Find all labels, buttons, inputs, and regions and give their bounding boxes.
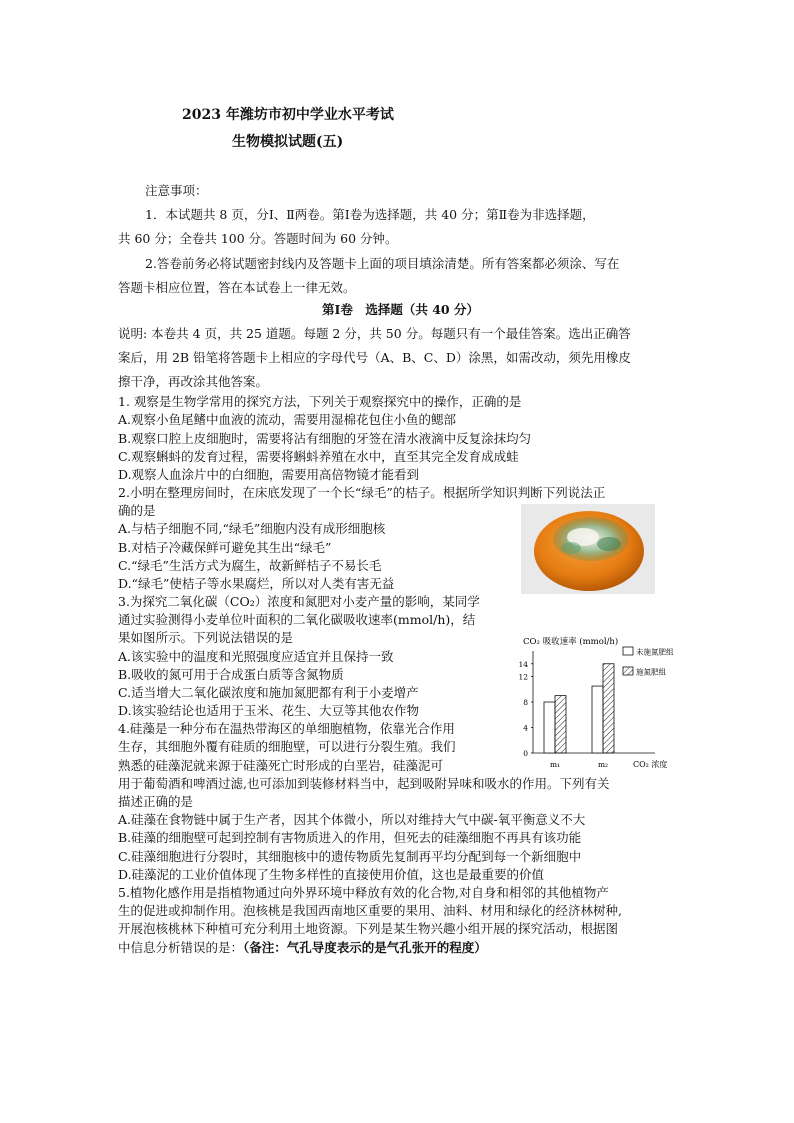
chart-ytick-label: 12 [518, 672, 528, 682]
chart-category-label: m₁ [549, 760, 561, 769]
q4-line1: 4.硅藻是一种分布在温热带海区的单细胞植物，依靠光合作用 [118, 721, 455, 736]
moldy-orange-photo [521, 504, 655, 594]
chart-category-label: m₂ [597, 760, 609, 769]
q2-option-c: C.“绿毛”生活方式为腐生，故新鲜桔子不易长毛 [118, 558, 382, 573]
chart-legend-swatch [623, 667, 633, 675]
section-desc-line1: 说明: 本卷共 4 页，共 25 道题。每题 2 分，共 50 分。每题只有一个最佳答案。选出正确答 [118, 326, 631, 341]
chart-bar [544, 702, 555, 753]
notice-item1-line2: 共 60 分；全卷共 100 分。答题时间为 60 分钟。 [118, 231, 398, 246]
q2-option-d: D.“绿毛”使桔子等水果腐烂，所以对人类有害无益 [118, 576, 395, 591]
q3-option-a: A.该实验中的温度和光照强度应适宜并且保持一致 [118, 649, 394, 664]
exam-title: 2023 年潍坊市初中学业水平考试 [182, 107, 394, 123]
q1-option-a: A.观察小鱼尾鳍中血液的流动，需要用湿棉花包住小鱼的鳃部 [118, 412, 457, 427]
notice-item2-line2: 答题卡相应位置，答在本试卷上一律无效。 [118, 280, 356, 295]
chart-bar [592, 686, 603, 753]
notice-heading: 注意事项： [145, 183, 208, 198]
notice-item2-line1: 2.答卷前务必将试题密封线内及答题卡上面的项目填涂清楚。所有答案都必须涂、写在 [145, 256, 620, 271]
q2-stem-line1: 2.小明在整理房间时，在床底发现了一个长“绿毛”的桔子。根据所学知识判断下列说法正 [118, 485, 606, 500]
chart-legend-swatch [623, 647, 633, 655]
chart-xlabel: CO₂ 浓度 [633, 760, 668, 769]
q4-option-a: A.硅藻在食物链中属于生产者，因其个体微小，所以对维持大气中碳-氧平衡意义不大 [118, 812, 586, 827]
section-desc-line3: 擦干净，再改涂其他答案。 [118, 374, 269, 389]
chart-ytick-label: 8 [523, 698, 528, 707]
chart-legend-label: 施氮肥组 [636, 667, 666, 677]
q4-option-b: B.硅藻的细胞壁可起到控制有害物质进入的作用，但死去的硅藻细胞不再具有该功能 [118, 830, 582, 845]
q4-line3: 熟悉的硅藻泥就来源于硅藻死亡时形成的白垩岩，硅藻泥可 [118, 758, 444, 773]
chart-ytick-label: 14 [518, 659, 528, 669]
chart-bar [555, 696, 566, 753]
chart-legend-label: 未施氮肥组 [636, 647, 674, 657]
q3-option-d: D.该实验结论也适用于玉米、花生、大豆等其他农作物 [118, 703, 420, 718]
chart-ytick-label: 4 [523, 723, 528, 733]
q4-option-c: C.硅藻细胞进行分裂时，其细胞核中的遗传物质先复制再平均分配到每一个新细胞中 [118, 849, 582, 864]
q1-option-b: B.观察口腔上皮细胞时，需要将沾有细胞的牙签在清水液滴中反复涂抹均匀 [118, 431, 532, 446]
section-desc-line2: 案后，用 2B 铅笔将答题卡上相应的字母代号（A、B、C、D）涂黑，如需改动，须先用橡皮 [118, 350, 631, 365]
q3-stem-line1: 3.为探究二氧化碳（CO₂）浓度和氮肥对小麦产量的影响，某同学 [118, 594, 480, 609]
q5-line4-text: 中信息分析错误的是： [118, 940, 244, 955]
q2-option-a: A.与桔子细胞不同,“绿毛”细胞内没有成形细胞核 [118, 521, 386, 536]
q5-line3: 开展泡核桃林下种植可充分利用土地资源。下列是某生物兴趣小组开展的探究活动，根据图 [118, 921, 619, 936]
q4-line4: 用于葡萄酒和啤酒过滤,也可添加到装修材料当中，起到吸附异味和吸水的作用。下列有关 [118, 776, 610, 791]
q1-option-c: C.观察蝌蚪的发育过程，需要将蝌蚪养殖在水中，直至其完全发育成成蛙 [118, 449, 519, 464]
q5-line2: 生的促进或抑制作用。泡核桃是我国西南地区重要的果用、油料、材用和绿化的经济林树种, [118, 903, 622, 918]
q1-stem: 1. 观察是生物学常用的探究方法，下列关于观察探究中的操作，正确的是 [118, 394, 522, 409]
q2-option-b: B.对桔子冷藏保鲜可避免其生出“绿毛” [118, 540, 332, 555]
q2-stem-line2: 确的是 [118, 503, 156, 518]
chart-svg [505, 633, 685, 773]
section-heading: 第Ⅰ卷 选择题（共 40 分） [322, 302, 479, 317]
q3-stem-line2: 通过实验测得小麦单位叶面积的二氧化碳吸收速率(mmol/h)，结 [118, 612, 476, 627]
chart-ytick-label: 0 [523, 749, 528, 758]
q4-option-d: D.硅藻泥的工业价值体现了生物多样性的直接使用价值，这也是最重要的价值 [118, 867, 545, 882]
q4-line2: 生存，其细胞外覆有硅质的细胞壁，可以进行分裂生殖。我们 [118, 739, 456, 754]
co2-absorption-chart [505, 633, 685, 773]
notice-item1-line1: 1．本试题共 8 页，分Ⅰ、Ⅱ两卷。第Ⅰ卷为选择题，共 40 分；第Ⅱ卷为非选择题， [145, 207, 595, 222]
exam-subtitle: 生物模拟试题(五) [232, 134, 344, 150]
chart-bar [603, 664, 614, 753]
q5-line1: 5.植物化感作用是指植物通过向外界环境中释放有效的化合物,对自身和相邻的其他植物产 [118, 885, 609, 900]
q1-option-d: D.观察人血涂片中的白细胞，需要用高倍物镜才能看到 [118, 467, 420, 482]
q3-stem-line3: 果如图所示。下列说法错误的是 [118, 630, 294, 645]
q5-note: （备注：气孔导度表示的是气孔张开的程度） [243, 940, 487, 955]
q5-line4 [118, 939, 487, 956]
q4-line5: 描述正确的是 [118, 794, 194, 809]
q3-option-c: C.适当增大二氧化碳浓度和施加氮肥都有利于小麦增产 [118, 685, 419, 700]
chart-ylabel: CO₂ 吸收速率 (mmol/h) [523, 637, 619, 647]
q3-option-b: B.吸收的氮可用于合成蛋白质等含氮物质 [118, 667, 344, 682]
